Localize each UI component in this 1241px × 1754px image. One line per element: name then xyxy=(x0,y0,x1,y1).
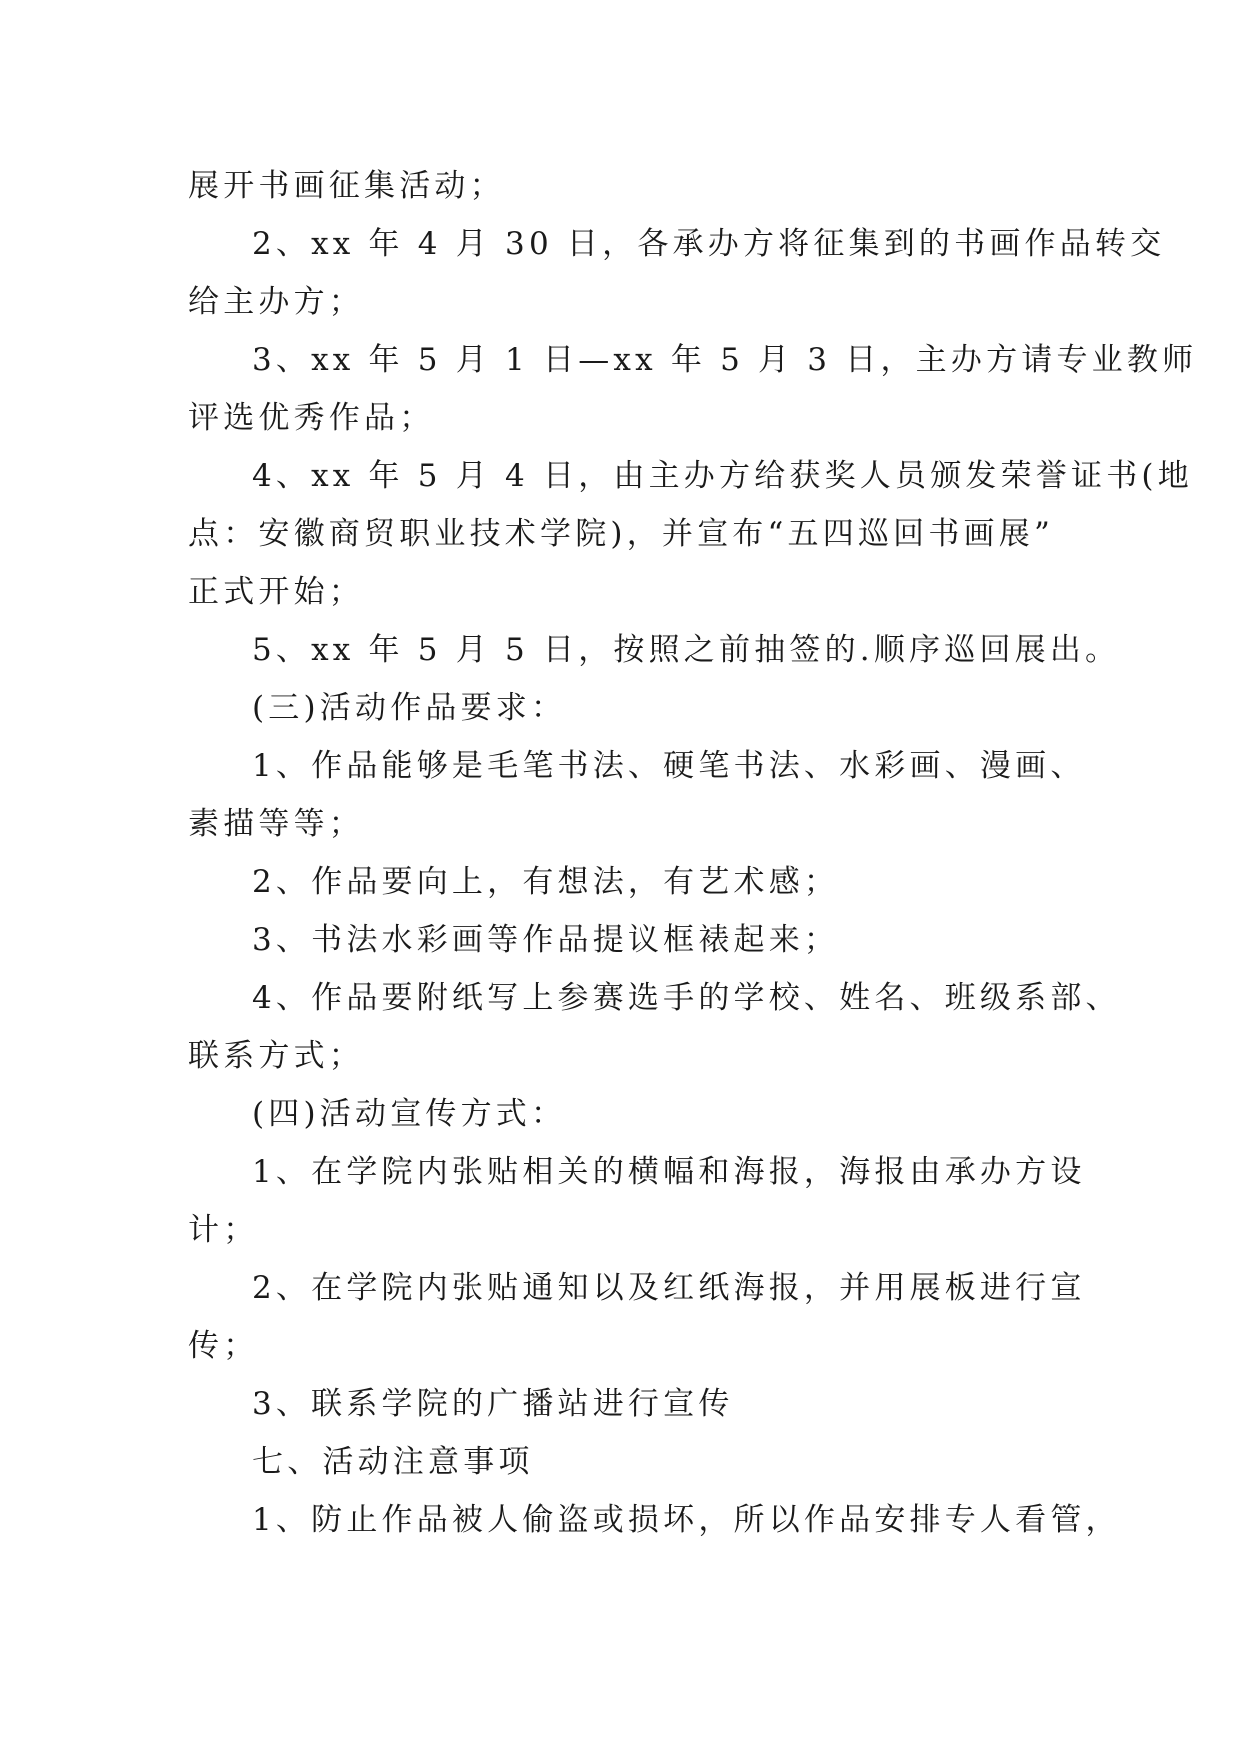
document-body xyxy=(188,157,1198,1549)
text-line: 4、作品要附纸写上参赛选手的学校、姓名、班级系部、 xyxy=(252,980,1121,1016)
text-line: 正式开始； xyxy=(188,574,364,610)
text-line: 1、在学院内张贴相关的横幅和海报，海报由承办方设 xyxy=(252,1154,1086,1190)
text-line: 给主办方； xyxy=(188,284,364,320)
text-line: 2、作品要向上，有想法，有艺术感； xyxy=(252,864,840,900)
section-heading: 七、活动注意事项 xyxy=(252,1444,534,1480)
text-line: 计； xyxy=(188,1212,259,1248)
text-line: 评选优秀作品； xyxy=(188,400,435,436)
text-line: 1、作品能够是毛笔书法、硬笔书法、水彩画、漫画、 xyxy=(252,748,1086,784)
section-heading: (四)活动宣传方式： xyxy=(252,1096,567,1132)
text-line: 3、书法水彩画等作品提议框裱起来； xyxy=(252,922,840,958)
text-line: 2、在学院内张贴通知以及红纸海报，并用展板进行宣 xyxy=(252,1270,1086,1306)
text-line: 3、xx 年 5 月 1 日—xx 年 5 月 3 日，主办方请专业教师 xyxy=(252,342,1198,378)
text-line: 点：安徽商贸职业技术学院)，并宣布“五四巡回书画展” xyxy=(188,516,1054,552)
section-heading: (三)活动作品要求： xyxy=(252,690,567,726)
text-line: 联系方式； xyxy=(188,1038,364,1074)
text-line: 展开书画征集活动； xyxy=(188,168,505,204)
text-line: 1、防止作品被人偷盗或损坏，所以作品安排专人看管， xyxy=(252,1502,1121,1538)
text-line: 素描等等； xyxy=(188,806,364,842)
text-line: 2、xx 年 4 月 30 日，各承办方将征集到的书画作品转交 xyxy=(252,226,1166,262)
text-line: 4、xx 年 5 月 4 日，由主办方给获奖人员颁发荣誉证书(地 xyxy=(252,458,1193,494)
text-line: 传； xyxy=(188,1328,259,1364)
text-line: 5、xx 年 5 月 5 日，按照之前抽签的.顺序巡回展出。 xyxy=(252,632,1121,668)
text-line: 3、联系学院的广播站进行宣传 xyxy=(252,1386,734,1422)
